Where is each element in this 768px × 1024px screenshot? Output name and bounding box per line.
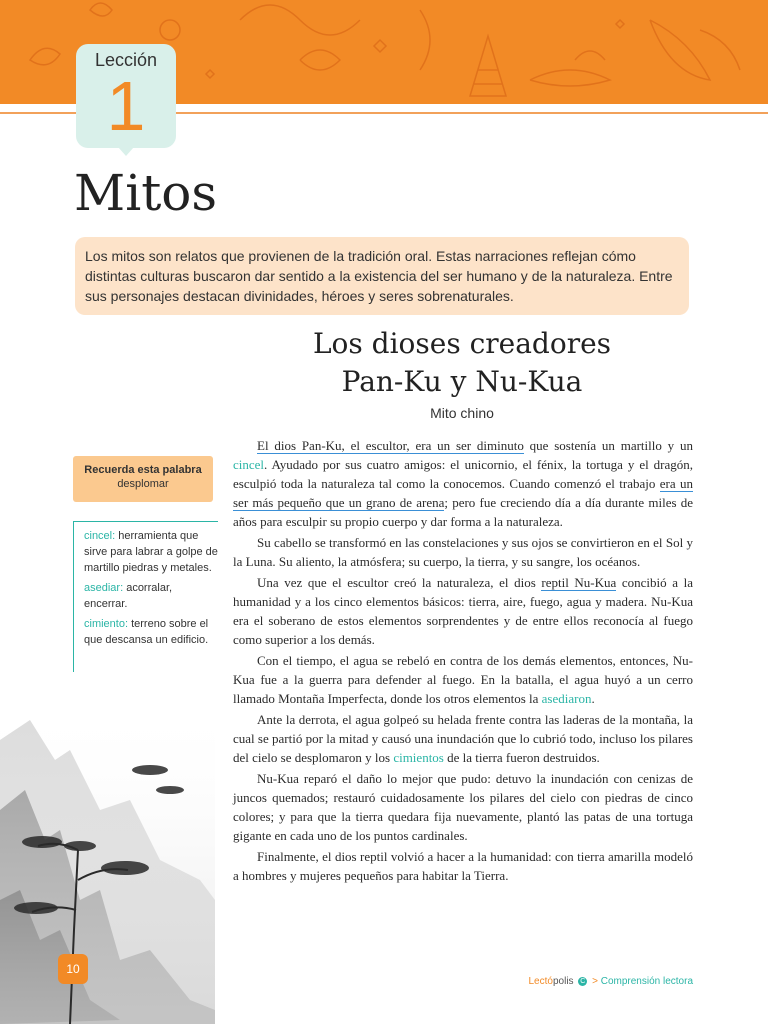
story-paragraph: Su cabello se transformó en las constelaciones y sus ojos se convirtieron en el Sol y la Luna. Su aliento, la atmósfera; su cuerpo, la tierra, y su sangre, los océanos. [233,535,693,569]
lesson-label: Lección [94,50,158,70]
text-run: Con el tiempo, el agua se rebeló en contra de los demás elementos, entonces, Nu-Kua fue a la guerra para defender al fuego. En la batalla, el agua huyó a un cerro llamado Montaña Imperfecta, donde los otros elementos la [233,653,693,706]
brand-name-a: Lectó [528,976,553,987]
text-run: Ante la derrota, el agua golpeó su helada frente contra las laderas de la montaña, la cual se partió por la mitad y causó una inundación que lo cubrió todo, incluso los pilares del cielo se desplomaron y los [233,712,693,765]
page-number-badge: 10 [58,954,88,984]
story-paragraph: Finalmente, el dios reptil volvió a hacer a la humanidad: con tierra amarilla modeló a hombres y mujeres pequeños para habitar la Tierra. [233,849,693,883]
glossary-word: asediaron [541,691,592,706]
story-body [233,436,693,887]
glossary-word: cimientos [393,750,444,765]
text-run: . Ayudado por sus cuatro amigos: el unicornio, el fénix, la tortuga y el dragón, esculpió toda la naturaleza tal como la conocemos. Cuando comenzó el trabajo [233,457,693,491]
glossary-term: asediar: [84,582,124,594]
text-run: de la tierra fueron destruidos. [443,750,600,765]
story-title [232,325,692,401]
page-title: Mitos [74,164,218,222]
remember-word: desplomar [117,478,169,490]
brand-name-b: polis [552,976,574,987]
ink-mountain-landscape-icon [0,700,215,1024]
lesson-number: 1 [106,67,146,145]
text-run: concibió a la humanidad y a los cinco elementos básicos: tierra, aire, fuego, agua y madera. Nu-Kua era el soberano de estos elementos sorprendentes y de entre ellos reconocía al fuego como superior a los demás. [233,575,693,647]
glossary-entry [84,580,218,612]
underlined-phrase: reptil Nu-Kua [541,575,617,590]
text-run: que sostenía un martillo y un [523,438,693,453]
remember-title: Recuerda esta palabra [84,464,202,476]
footer-brand [529,976,694,987]
section-name: Comprensión lectora [600,976,693,987]
glossary [73,521,218,660]
glossary-term: cincel: [84,530,116,542]
story-paragraph [233,651,693,708]
lesson-tab [76,44,176,148]
glossary-entry [84,528,218,576]
underlined-phrase: El dios Pan-Ku, el escultor, era un ser diminuto [257,438,524,453]
glossary-definition: acorralar, encerrar. [84,582,173,610]
breadcrumb-separator: > [592,976,598,987]
story-paragraph [233,710,693,767]
glossary-definition: herramienta que sirve para labrar a golpe de martillo piedras y metales. [84,530,218,574]
glossary-definition: terreno sobre el que descansa un edificio. [84,618,209,646]
text-run: . [591,691,595,706]
underlined-phrase: era un ser más pequeño que un grano de arena [233,476,693,510]
text-run: Una vez que el escultor creó la naturaleza, el dios [257,575,542,590]
story-paragraph: Nu-Kua reparó el daño lo mejor que pudo: detuvo la inundación con cenizas de juncos quemados; restauró cuidadosamente los pilares del cielo con piedras de cinco colores; y para que la tierra quedara fija nuevamente, plantó las patas de una tortuga gigante en cada uno de los puntos cardinales. [233,771,693,843]
story-subtitle: Mito chino [430,405,494,421]
glossary-term: cimiento: [84,618,129,630]
story-title-line2: Pan-Ku y Nu-Kua [341,365,583,398]
text-run: ; pero fue creciendo día a día durante miles de años para esculpir su propio cuerpo y dar forma a la naturaleza. [233,495,694,529]
intro-box: Los mitos son relatos que provienen de la tradición oral. Estas narraciones reflejan cómo distintas culturas buscaron dar sentido a la existencia del ser humano y de la naturaleza. Entre sus personajes destacan divinidades, héroes y seres sobrenaturales. [75,237,689,315]
brand-c-icon: C [580,977,586,985]
story-title-line1: Los dioses creadores [312,327,612,360]
story-paragraph [233,436,693,531]
glossary-word: cincel [233,457,265,472]
glossary-entry [84,616,218,648]
story-paragraph [233,573,693,649]
remember-word-box [73,456,213,502]
